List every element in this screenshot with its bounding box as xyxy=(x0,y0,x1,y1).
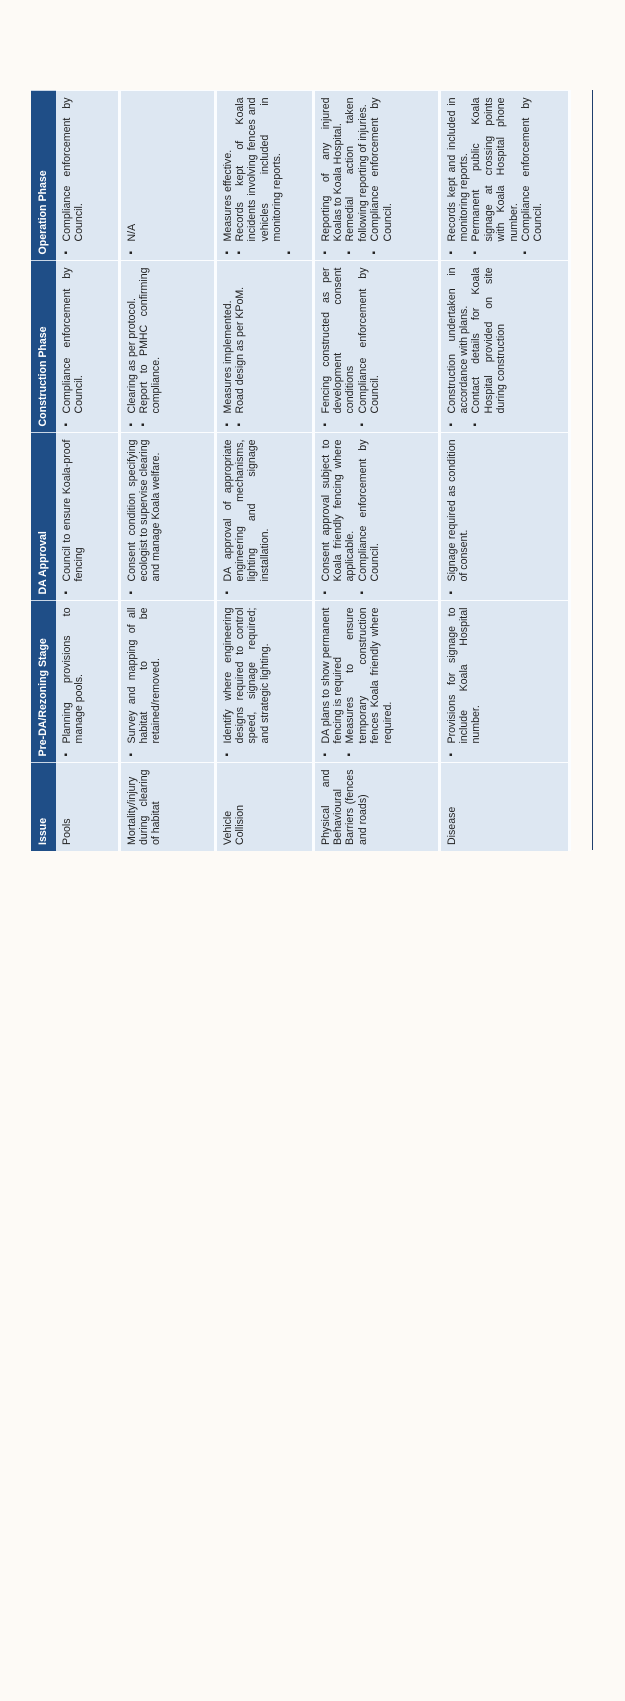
header-construction: Construction Phase xyxy=(31,261,56,433)
bullet-item: ▪ Signage required as condition of consent. xyxy=(446,440,471,582)
pre-da-cell xyxy=(313,601,439,763)
bullet-item: ▪ Records kept of Koala incidents involving fences and vehicles included in monitoring reports. xyxy=(234,98,284,242)
bullet-list xyxy=(446,608,483,757)
da-cell xyxy=(215,433,313,601)
header-issue: Issue xyxy=(31,763,56,851)
page-footer xyxy=(590,855,610,885)
pre-da-cell xyxy=(119,601,215,763)
bullet-item: ▪ Report to PMHC confirming compliance. xyxy=(138,268,163,414)
bullet-item: ▪ Compliance enforcement by Council. xyxy=(520,98,545,242)
bullet-list xyxy=(126,268,163,427)
construction-cell xyxy=(313,261,439,433)
construction-cell xyxy=(439,261,569,433)
issue-cell: Disease xyxy=(439,763,569,851)
bullet-item: ▪ Measures implemented. xyxy=(222,268,234,414)
header-operation: Operation Phase xyxy=(31,91,56,261)
bullet-item: ▪ Fencing constructed as per development consent conditions xyxy=(320,268,357,414)
bullet-list xyxy=(222,608,272,757)
table-row xyxy=(215,91,313,851)
bullet-list xyxy=(446,440,471,595)
bullet-item: ▪ Consent condition specifying ecologist to supervise clearing and manage Koala welfare. xyxy=(126,440,163,582)
bullet-list xyxy=(320,98,394,255)
bullet-item: ▪ Council to ensure Koala-proof fencing xyxy=(61,440,86,582)
bullet-item: ▪ Measures to ensure temporary construction fences Koala friendly where required. xyxy=(344,608,394,744)
header-rule xyxy=(592,90,593,850)
bullet-list xyxy=(126,440,163,595)
operation-cell xyxy=(439,91,569,261)
da-cell xyxy=(119,433,215,601)
da-cell xyxy=(439,433,569,601)
issue-cell: Physical and Behavioural Barriers (fences and roads) xyxy=(313,763,439,851)
bullet-list xyxy=(222,440,272,595)
bullet-item: ▪ Compliance enforcement by Council. xyxy=(357,268,382,414)
bullet-item: ▪ Compliance enforcement by Council. xyxy=(61,268,86,414)
bullet-item: ▪ Clearing as per protocol. xyxy=(126,268,138,414)
bullet-list xyxy=(222,98,296,255)
table-row xyxy=(56,91,119,851)
bullet-item: ▪ Provisions for signage to include Koala Hospital number. xyxy=(446,608,483,744)
bullet-item: ▪ Reporting of any injured Koalas to Koala Hospital. xyxy=(320,98,345,242)
table-header-row xyxy=(31,91,56,851)
bullet-list xyxy=(446,268,508,427)
pre-da-cell xyxy=(215,601,313,763)
pre-da-cell xyxy=(56,601,119,763)
bullet-item: ▪ Compliance enforcement by Council. xyxy=(369,98,394,242)
bullet-item: ▪ Survey and mapping of all habitat to be retained/removed. xyxy=(126,608,163,744)
operation-cell xyxy=(313,91,439,261)
construction-cell xyxy=(119,261,215,433)
pre-da-cell xyxy=(439,601,569,763)
bullet-item: ▪ Remedial action taken following reporting of injuries. xyxy=(344,98,369,242)
bullet-item: ▪ N/A xyxy=(126,98,138,242)
bullet-item: ▪ Compliance enforcement by Council. xyxy=(61,98,86,242)
bullet-item: ▪ Contact details for Koala Hospital provided on site during construction xyxy=(470,268,507,414)
bullet-list xyxy=(126,608,163,757)
bullet-item: ▪ Records kept and included in monitoring reports. xyxy=(446,98,471,242)
table-row xyxy=(119,91,215,851)
bullet-list xyxy=(61,98,86,255)
bullet-item: ▪ Consent approval subject to Koala friendly fencing where applicable. xyxy=(320,440,357,582)
bullet-list xyxy=(320,608,394,757)
bullet-list xyxy=(61,440,86,595)
bullet-list xyxy=(320,268,382,427)
table-body xyxy=(56,91,569,851)
brand-logo xyxy=(586,55,622,85)
issue-cell: Pools xyxy=(56,763,119,851)
issue-cell: Vehicle Collision xyxy=(215,763,313,851)
bullet-list xyxy=(126,98,138,255)
bullet-item: ▪ Planning provisions to manage pools. xyxy=(61,608,86,744)
bullet-item: ▪ Permanent public Koala signage at crossing points with Koala Hospital phone number. xyxy=(470,98,520,242)
table-row xyxy=(439,91,569,851)
bullet-item: ▪ DA plans to show permanent fencing is required xyxy=(320,608,345,744)
bullet-item: ▪ Identify where engineering designs required to control speed, signage required; and strategic lighting. xyxy=(222,608,272,744)
bullet-item xyxy=(284,98,296,242)
bullet-item: ▪ DA approval of appropriate engineering mechanisms, lighting and signage installation. xyxy=(222,440,272,582)
issue-cell: Mortality/injury during clearing of habitat xyxy=(119,763,215,851)
bullet-item: ▪ Measures effective. xyxy=(222,98,234,242)
operation-cell xyxy=(56,91,119,261)
header-pre-da: Pre-DA/Rezoning Stage xyxy=(31,601,56,763)
operation-cell xyxy=(119,91,215,261)
bullet-item: ▪ Compliance enforcement by Council. xyxy=(357,440,382,582)
construction-cell xyxy=(215,261,313,433)
bullet-item: ▪ Road design as per KPoM. xyxy=(234,268,246,414)
da-cell xyxy=(56,433,119,601)
bullet-list xyxy=(61,608,86,757)
koala-management-table xyxy=(31,91,571,852)
da-cell xyxy=(313,433,439,601)
bullet-list xyxy=(446,98,545,255)
bullet-list xyxy=(61,268,86,427)
bullet-list xyxy=(222,268,247,427)
header-da-approval: DA Approval xyxy=(31,433,56,601)
rotated-page xyxy=(31,91,586,851)
construction-cell xyxy=(56,261,119,433)
table-row xyxy=(313,91,439,851)
bullet-item: ▪ Construction undertaken in accordance with plans. xyxy=(446,268,471,414)
bullet-list xyxy=(320,440,382,595)
operation-cell xyxy=(215,91,313,261)
